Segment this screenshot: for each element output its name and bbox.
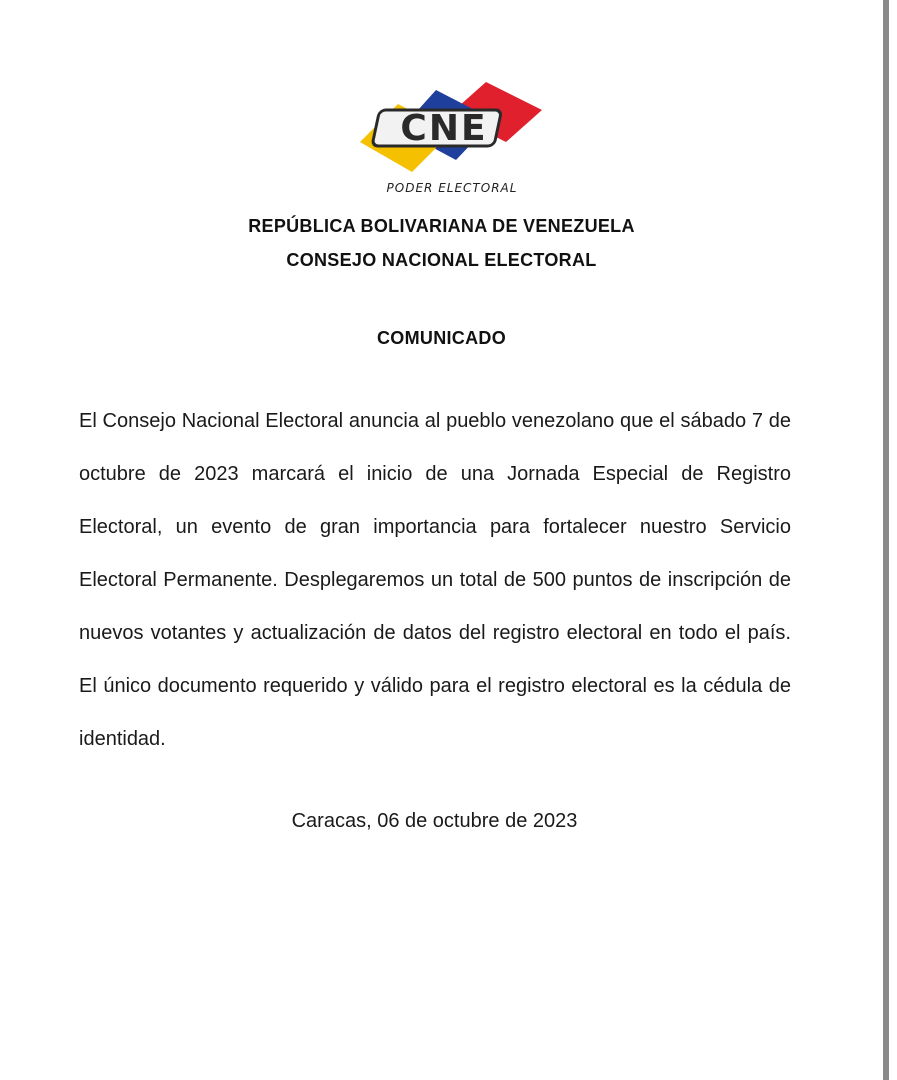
cne-logo-graphic <box>356 80 542 198</box>
header-republic: REPÚBLICA BOLIVARIANA DE VENEZUELA <box>248 216 635 236</box>
document-body: El Consejo Nacional Electoral anuncia al pueblo venezolano que el sábado 7 de octubre de 2023 marcará el inicio de una Jornada Especial de Registro Electoral, un evento de gran importancia para fortalecer nuestro Servicio Electoral Permanente. Desplegaremos un total de 500 puntos de inscripción de nuevos votantes y actualización de datos del registro electoral en todo el país. El único documento requerido y válido para el registro electoral es la cédula de identidad. <box>79 410 791 750</box>
document-closing: Caracas, 06 de octubre de 2023 <box>291 810 578 832</box>
page-right-margin <box>889 0 897 1080</box>
document-title: COMUNICADO <box>377 328 506 348</box>
logo-subtitle: PODER ELECTORAL <box>386 181 518 195</box>
cne-logo <box>356 80 542 198</box>
logo-text: CNE <box>400 108 488 149</box>
header-council: CONSEJO NACIONAL ELECTORAL <box>286 250 597 270</box>
